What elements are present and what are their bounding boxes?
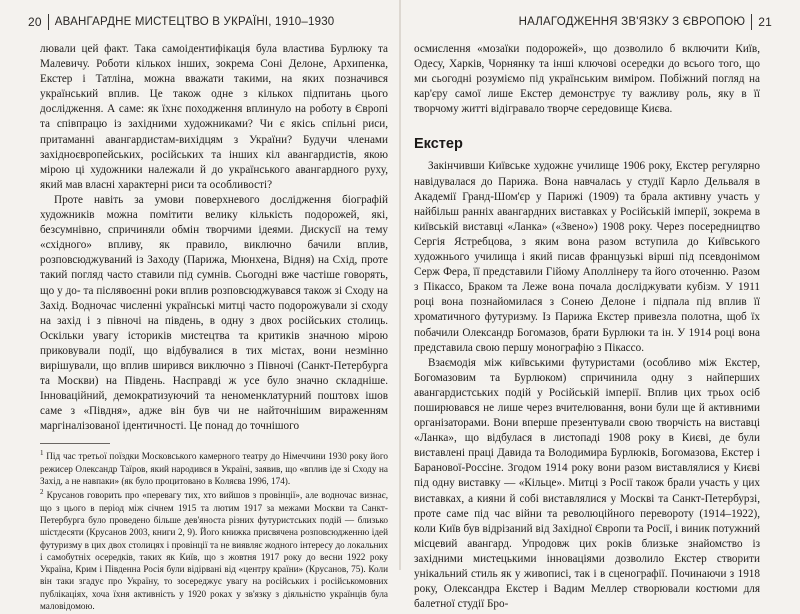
- left-page-header: [28, 12, 388, 32]
- footnote: $^2$ Крусанов говорить про «перевагу тих, хто вийшов з провінції», але водночас визнає, що з цього в період між січнем 1915 та лютим 1917 за межами Москви та Санкт-Петербурга було проведено більше дев'яноста різних футуристських подій — близько шістдесяти (Крусанов 2003, книги 2, 9). Його книжка присвячена розповсюдженню ідей футуризму в цих двох столицях і провінції та не виявляє жодного інтересу до локальних і самобутніх осередків, таких як Київ, що з жовтня 1917 року до весни 1922 року Україна, Крим і Південна Росія були відірвані від «центру країни» (Крусанов, 75). Коли він таки згадує про Україну, то зосереджує увагу на російських і російськомовних публікаціях, хоча їхня активність у 1920 роках у зв'язку з діяльністю українців була маловідомою.: [40, 488, 388, 611]
- right-page-header: [414, 12, 772, 32]
- body-paragraph: Проте навіть за умови поверхневого дослідження біографій художників можна помітити велику кількість подорожей, які, безсумнівно, спричиняли обмін творчими ідеями. Дискусії на тему «східного» впливу, як правило, виключно бачили вплив, розповсюджуваний із Заходу (Парижа, Мюнхена, Відня) на Схід, проте такий погляд часто ставили під сумнів. Сьогодні вже частіше говорять, що у до- та післявоєнні роки вплив розповсюджувався також зі Сходу на Захід. Водночас численні українські митці часто подорожували зі сходу на захід і з півночі на південь, в одну з двох російських столиць. Оскільки увагу істориків мистецтва та критиків значною мірою приковували події, що відбувалися в тих містах, вони незмінно вирішували, що вплив ширився виключно з Півночі (Санкт-Петербурга та Москви) на Південь. Насправді ж усе було значно складніше. Інноваційний, демократизуючий та неноменклатурний поштовх ішов саме з «Півдня», адже він був чи не найточнішим вираженням маргіналізованої ідентичності. Це понад до точнішого: [40, 193, 388, 433]
- header-divider: [48, 14, 49, 30]
- body-paragraph: Взаємодія між київськими футуристами (особливо між Екстер, Богомазовим та Бурлюком) спричинила одну з найперших авангардистських подій у Російській імперії. Вплив цих трьох осіб поширювався не лише через вчителювання, вони були ще й активними організаторами. Вони вперше презентували свою творчість на виставці «Ланка», що відбулася в листопаді 1908 року в Києві, де були виставлені праці Давида та Володимира Бурлюків, Богомазова, Екстер і Баранової-Россіне. Згодом 1914 року вони разом виставлялися у Києві під одну виставку — «Кільце». Митці з Росії також брали участь у цих виставках, а кияни й собі виставлялися у Москві та Санкт-Петербурзі, проте саме під час війни та революційного перевороту (1914–1922), коли Київ був відрізаний від Західної Європи та Росії, і виник потужний місцевий авангард. Упродовж цих років близьке знайомство із західними мистецькими інноваціями дозволило Екстер створити унікальний стиль як у живописі, так і в сценографії. Починаючи з 1918 року, Олександра Екстер і Вадим Меллер створювали костюми для балетної студії Бро-: [414, 356, 760, 611]
- body-paragraph: лювали цей факт. Така самоідентифікація була властива Бурлюку та Малевичу. Роботи кількох інших, зокрема Соні Делоне, Архипенка, Екстер і Татліна, можна вважати такими, на яких позначився український вплив. Це також одне з кількох підпитань цього дослідження. А саме: як їхнє походження вплинуло на роботу в Європі та співпрацю із західними художниками? Чи є якісь спільні риси, притаманні авангардистам-вихідцям з України? Будучи членами західноєвропейських, російських та інших кіл авангардистів, якою мірою ці художники належали й до українського авангардного руху, який мав власні характерні риси та особливості?: [40, 43, 388, 191]
- page-number: 20: [28, 15, 42, 29]
- right-page: [400, 0, 800, 611]
- running-title: АВАНГАРДНЕ МИСТЕЦТВО В УКРАЇНІ, 1910–1930: [54, 16, 335, 28]
- footnote-rule: [40, 443, 110, 444]
- page-number: 21: [758, 15, 772, 29]
- section-heading: Екстер: [414, 136, 463, 153]
- body-paragraph: осмислення «мозаїки подорожей», що дозволило б включити Київ, Одесу, Харків, Чорнянку та інші ключові осередки до всього того, що ми сьогодні розуміємо під українським виміром. Побіжний погляд на кар'єру самої лише Екстер демонструє ту важливу роль, яку в її творчому житті відігравало творче середовище Києва.: [414, 43, 760, 116]
- header-divider: [751, 14, 752, 30]
- body-paragraph: Закінчивши Київське художнє училище 1906 року, Екстер регулярно навідувалася до Парижа. Вона навчалась у студії Карло Дельваля в Академії Гранд-Шом'єр у Парижі (1909) та брала активну участь у найбільш ранніх авангардних виставках у Російській імперії, зокрема в київській виставці «Ланка» («Звено») 1908 року. Через посередництво Сергія Ястребцова, з яким вона разом вступила до Київського художнього училища і який писав французькі вірші під псевдонімом Серж Фера, її представили Гійому Аполлінеру та його оточенню. Разом з Пікассо, Браком та Леже вона почала досліджувати кубізм. У 1911 році вона познайомилася з Сонею Делоне і підпала під вплив її хроматичного футуризму. Із Парижа Екстер привезла полотна, щоб їх побачили Олександр Богомазов, брати Бурлюки та ін. У 1914 році вона представила свою першу монографію з Пікассо.: [414, 160, 760, 354]
- right-page-body: [414, 42, 760, 612]
- footnote: $^1$ Під час третьої поїздки Московського камерного театру до Німеччини 1930 року його режисер Олександр Таїров, який народився в Україні, заявив, що «вплив іде зі Сходу на Захід, а не навпаки» (як було процитовано в Коляєва 1996, 174).: [40, 449, 389, 487]
- left-page: [0, 0, 400, 611]
- left-page-body: [40, 42, 388, 614]
- running-title: НАЛАГОДЖЕННЯ ЗВ'ЯЗКУ З ЄВРОПОЮ: [518, 16, 746, 28]
